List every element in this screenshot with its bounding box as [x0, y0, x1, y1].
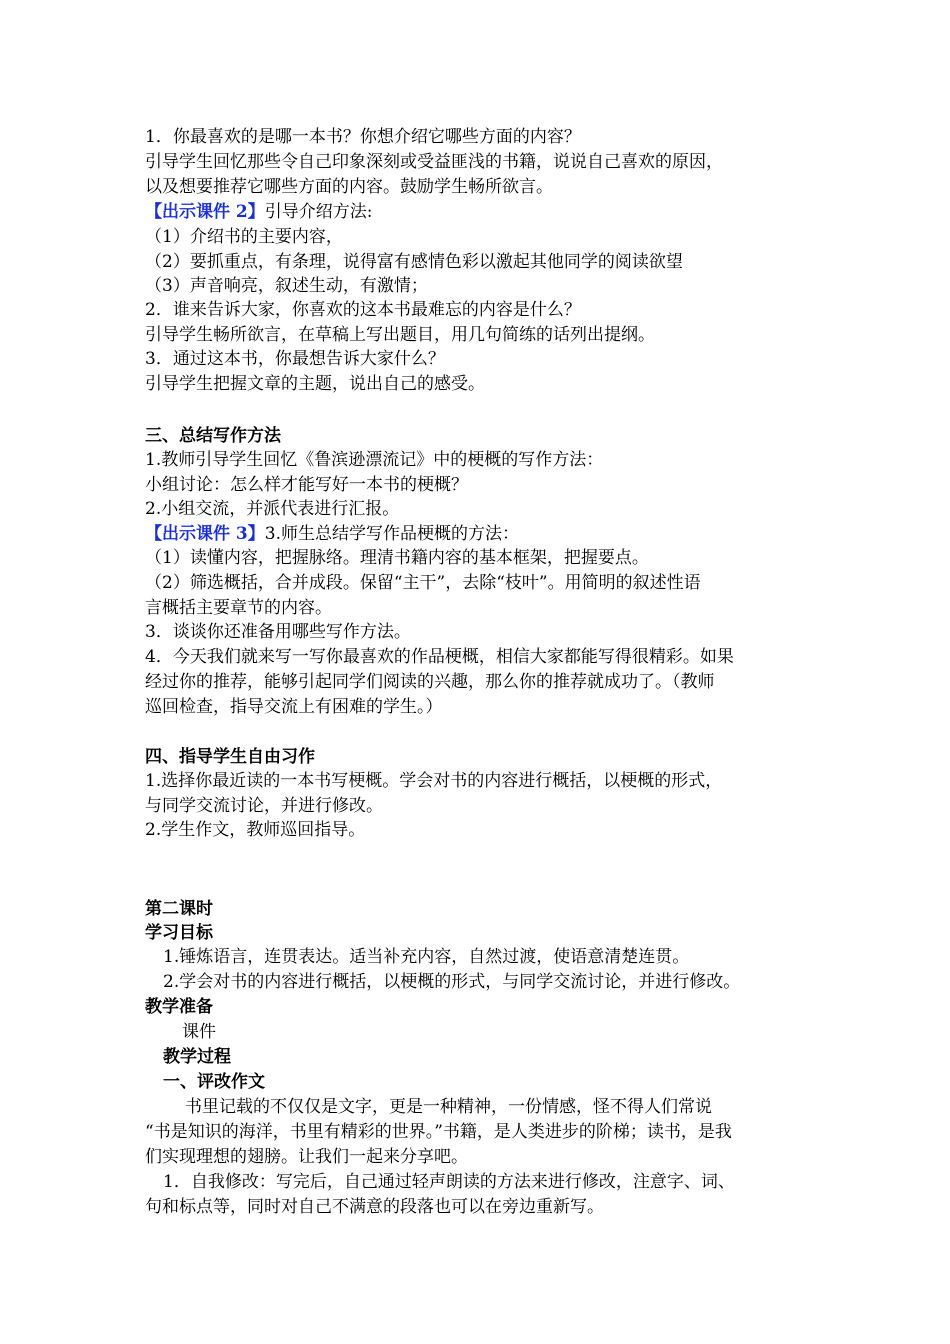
- section-heading: 四、指导学生自由习作: [145, 747, 315, 767]
- section-heading: 教学准备: [145, 997, 213, 1017]
- text-line: 引导学生把握文章的主题，说出自己的感受。: [145, 374, 485, 394]
- text-line: 引导学生畅所欲言，在草稿上写出题目，用几句简练的话列出提纲。: [145, 325, 655, 345]
- text-line: 言概括主要章节的内容。: [145, 598, 332, 618]
- text-line: 4．今天我们就来写一写你最喜欢的作品梗概，相信大家都能写得很精彩。如果: [145, 647, 734, 667]
- text-line: 与同学交流讨论，并进行修改。: [145, 796, 383, 816]
- text-line: 3．通过这本书，你最想告诉大家什么？: [145, 349, 445, 369]
- section-heading: 一、评改作文: [163, 1072, 265, 1092]
- section-heading: 教学过程: [163, 1047, 231, 1067]
- text-fragment: 3.师生总结学写作品梗概的方法：: [264, 524, 519, 544]
- text-line: （2）筛选概括，合并成段。保留“主干”，去除“枝叶”。用简明的叙述性语: [145, 573, 701, 593]
- section-heading: 学习目标: [145, 923, 213, 943]
- text-line: 1．你最喜欢的是哪一本书？你想介绍它哪些方面的内容？: [145, 127, 581, 147]
- text-line: 们实现理想的翅膀。让我们一起来分享吧。: [145, 1147, 468, 1167]
- section-heading: 三、总结写作方法: [145, 426, 281, 446]
- courseware-tag: 【出示课件 3】: [145, 524, 265, 544]
- text-line: [145, 200, 372, 224]
- text-line: （1）介绍书的主要内容，: [145, 227, 343, 247]
- text-line: （2）要抓重点，有条理，说得富有感情色彩以激起其他同学的阅读欲望: [145, 252, 683, 272]
- text-fragment: 引导介绍方法:: [264, 202, 373, 222]
- text-line: （1）读懂内容，把握脉络。理清书籍内容的基本框架，把握要点。: [145, 548, 649, 568]
- text-line: 小组讨论：怎么样才能写好一本书的梗概？: [145, 475, 468, 495]
- text-line: 2.学生作文，教师巡回指导。: [145, 820, 366, 840]
- courseware-tag: 【出示课件 2】: [145, 202, 265, 222]
- text-line: 引导学生回忆那些令自己印象深刻或受益匪浅的书籍，说说自己喜欢的原因，: [145, 152, 723, 172]
- text-line: 2.学会对书的内容进行概括，以梗概的形式，与同学交流讨论，并进行修改。: [163, 972, 741, 992]
- text-line: 以及想要推荐它哪些方面的内容。鼓励学生畅所欲言。: [145, 177, 553, 197]
- text-line: （3）声音响亮，叙述生动，有激情；: [145, 276, 428, 296]
- text-line: 2．谁来告诉大家，你喜欢的这本书最难忘的内容是什么？: [145, 300, 581, 320]
- text-line: 巡回检查，指导交流上有困难的学生。）: [145, 697, 443, 717]
- lesson-heading: 第二课时: [145, 899, 213, 919]
- text-line: 1.锤炼语言，连贯表达。适当补充内容，自然过渡，使语意清楚连贯。: [163, 947, 690, 967]
- text-line: 1.教师引导学生回忆《鲁滨逊漂流记》中的梗概的写作方法：: [145, 450, 604, 470]
- text-line: “书是知识的海洋，书里有精彩的世界。”书籍，是人类进步的阶梯；读书，是我: [145, 1122, 732, 1142]
- text-line: 经过你的推荐，能够引起同学们阅读的兴趣，那么你的推荐就成功了。（教师: [145, 672, 715, 692]
- text-line: 句和标点等，同时对自己不满意的段落也可以在旁边重新写。: [145, 1197, 604, 1217]
- text-line: 书里记载的不仅仅是文字，更是一种精神，一份情感，怪不得人们常说: [185, 1097, 712, 1117]
- text-line: 2.小组交流，并派代表进行汇报。: [145, 499, 400, 519]
- text-line: 1.选择你最近读的一本书写梗概。学会对书的内容进行概括，以梗概的形式，: [145, 771, 723, 791]
- text-line: 1．自我修改：写完后，自己通过轻声朗读的方法来进行修改，注意字、词、: [163, 1172, 735, 1192]
- text-line: 课件: [182, 1022, 216, 1042]
- text-line: 3．谈谈你还准备用哪些写作方法。: [145, 622, 411, 642]
- text-line: [145, 522, 519, 546]
